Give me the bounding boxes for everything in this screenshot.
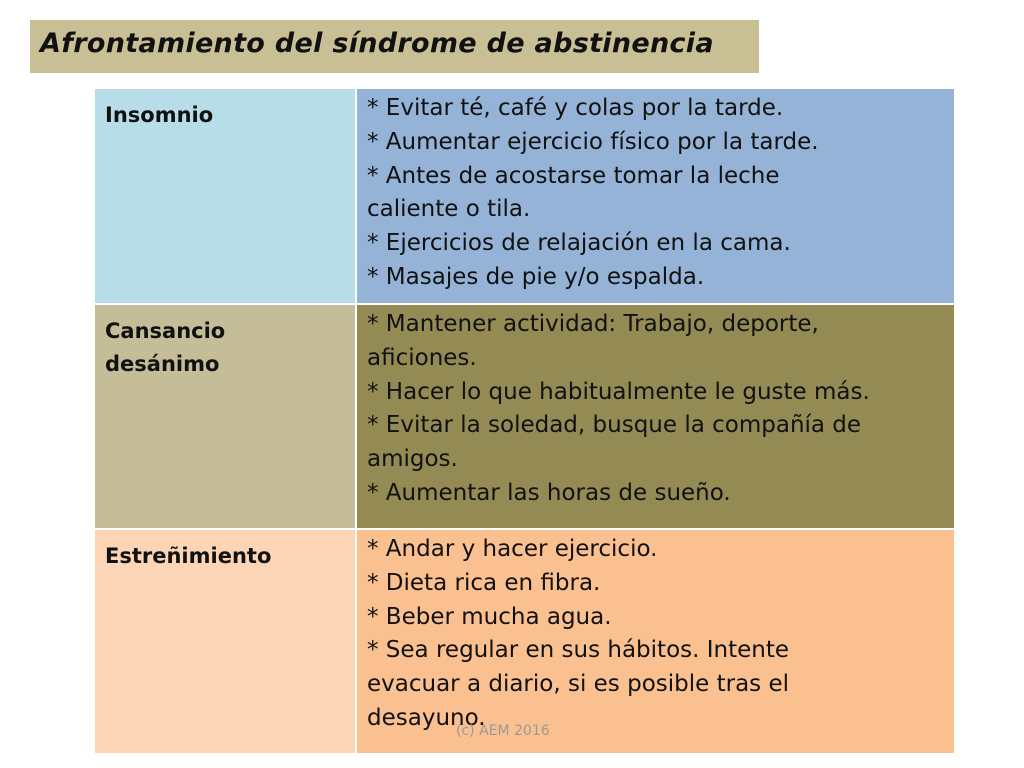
- copyright-footer: (c) AEM 2016: [456, 723, 550, 739]
- slide-title: Afrontamiento del síndrome de abstinencia: [40, 28, 714, 59]
- content-line: * Dieta rica en fibra.: [367, 569, 601, 596]
- row-label-cell: [94, 529, 356, 754]
- row-content-cell: [356, 88, 955, 304]
- content-line: * Antes de acostarse tomar la leche: [367, 162, 780, 189]
- table-row-insomnio: [94, 88, 955, 304]
- title-banner: [30, 20, 759, 73]
- table-row-cansancio: [94, 304, 955, 529]
- row-label-cell: [94, 304, 356, 529]
- row-label: Estreñimiento: [105, 544, 272, 568]
- content-line: * Sea regular en sus hábitos. Intente: [367, 637, 790, 664]
- row-label: desánimo: [105, 352, 220, 376]
- row-label: Cansancio: [105, 319, 226, 343]
- content-line: * Aumentar las horas de sueño.: [367, 479, 731, 506]
- content-line: * Mantener actividad: Trabajo, deporte,: [367, 311, 819, 337]
- content-line: evacuar a diario, si es posible tras el: [367, 671, 789, 698]
- table-row-estrenimiento: [94, 529, 955, 754]
- row-content-cell: [356, 304, 955, 529]
- content-line: * Masajes de pie y/o espalda.: [367, 263, 705, 290]
- coping-table: [93, 87, 956, 755]
- content-line: * Evitar la soledad, busque la compañía de: [367, 412, 862, 439]
- content-line: desayuno.: [367, 704, 486, 731]
- content-line: * Ejercicios de relajación en la cama.: [367, 230, 791, 257]
- content-line: amigos.: [367, 446, 458, 473]
- content-line: aficiones.: [367, 344, 477, 371]
- content-line: caliente o tila.: [367, 196, 531, 223]
- content-line: * Aumentar ejercicio físico por la tarde.: [367, 128, 819, 155]
- content-line: * Andar y hacer ejercicio.: [367, 536, 658, 562]
- row-content-cell: [356, 529, 955, 754]
- content-line: * Evitar té, café y colas por la tarde.: [367, 95, 784, 121]
- row-label-cell: [94, 88, 356, 304]
- content-line: * Hacer lo que habitualmente le guste más.: [367, 378, 870, 405]
- content-line: * Beber mucha agua.: [367, 603, 612, 630]
- row-label: Insomnio: [105, 103, 214, 127]
